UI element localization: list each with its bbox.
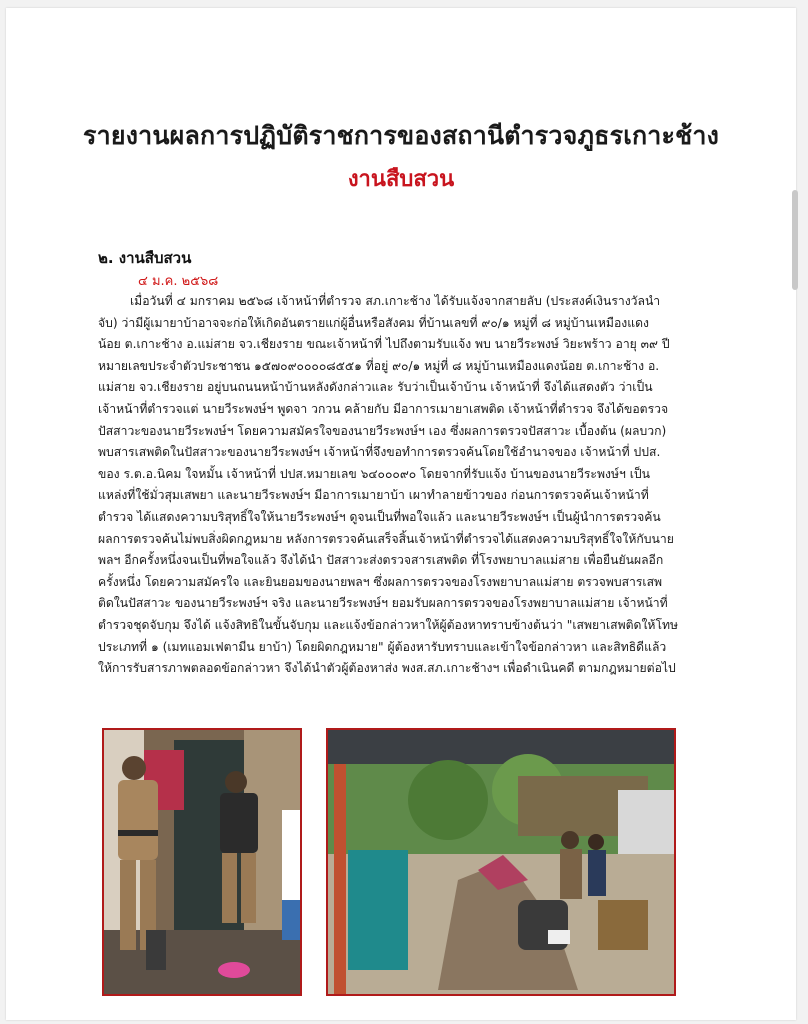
paragraph-line: น้อย ต.เกาะช้าง อ.แม่สาย จว.เชียงราย ขณะเจ้าหน้าที่ ไปถึงตามรับแจ้ง พบ นายวีระพงษ์ วิยะพร้าว อายุ ๓๙ ปี — [98, 337, 670, 352]
paragraph-line: พลฯ อีกครั้งหนึ่งจนเป็นที่พอใจแล้ว จึงได้นำ ปัสสาวะส่งตรวจสารเสพติด ที่โรงพยาบาลแม่สาย เพื่อยืนยันผลอีก — [98, 553, 664, 568]
photo-officers-at-door — [102, 728, 302, 996]
document-title: รายงานผลการปฏิบัติราชการของสถานีตำรวจภูธรเกาะช้าง — [83, 121, 719, 150]
paragraph-line: แหล่งที่ใช้มั่วสุมเสพยา และนายวีระพงษ์ฯ มีอาการเมายาบ้า เผาทำลายข้าวของ ก่อนการตรวจค้นเจ้าหน้าที่ — [98, 488, 649, 503]
paragraph-line: หมายเลขประจำตัวประชาชน ๑๕๗๐๙๐๐๐๐๘๕๕๑ ที่อยู่ ๙๐/๑ หมู่ที่ ๘ หมู่บ้านเหมืองแดงน้อย ต.เกาะช้าง อ. — [98, 358, 660, 373]
photo-officers-at-door-image — [104, 730, 300, 994]
document-page — [6, 8, 796, 1020]
paragraph-line: แม่สาย จว.เชียงราย อยู่บนถนนหน้าบ้านหลังดังกล่าวและ รับว่าเป็นเจ้าบ้าน เจ้าหน้าที่ จึงได้แสดงตัว ว่าเป็น — [98, 380, 653, 395]
section-heading: ๒. งานสืบสวน — [98, 249, 192, 267]
paragraph-line: จับ) ว่ามีผู้เมายาบ้าอาจจะก่อให้เกิดอันตรายแก่ผู้อื่นหรือสังคม ที่บ้านเลขที่ ๙๐/๑ หมู่ที่ ๘ หมู่บ้านเหมืองแดง — [98, 315, 649, 330]
paragraph-line: ประเภทที่ ๑ (เมทแอมเฟตามีน ยาบ้า) โดยผิดกฎหมาย" ผู้ต้องหารับทราบและเข้าใจข้อกล่าวหา และสิทธิดีแล้ว — [98, 639, 667, 654]
paragraph-line: ตำรวจชุดจับกุม จึงได้ แจ้งสิทธิในขั้นจับกุม และแจ้งข้อกล่าวหาให้ผู้ต้องหาทราบข้างต้นว่า "เสพยาเสพติดให้โทษ — [98, 617, 679, 632]
report-paragraph — [98, 291, 718, 680]
paragraph-line: เจ้าหน้าที่ตำรวจแต่ นายวีระพงษ์ฯ พูดจา วกวน คล้ายกับ มีอาการเมายาเสพติด เจ้าหน้าที่ตำรวจ จึงได้ขอตรวจ — [98, 401, 669, 416]
paragraph-line: ปัสสาวะของนายวีระพงษ์ฯ โดยความสมัครใจของนายวีระพงษ์ฯ เอง ซึ่งผลการตรวจปัสสาวะ เบื้องต้น (ผลบวก) — [98, 423, 667, 438]
photo-outdoor-scene-image — [328, 730, 674, 994]
paragraph-line: ติดในปัสสาวะ ของนายวีระพงษ์ฯ จริง และนายวีระพงษ์ฯ ยอมรับผลการตรวจของโรงพยาบาลแม่สาย เจ้าหน้าที่ — [98, 596, 668, 611]
paragraph-line: ของ ร.ต.อ.นิคม ใจหมั้น เจ้าหน้าที่ ปปส.หมายเลข ๖๔๐๐๐๙๐ โดยจากที่รับแจ้ง บ้านของนายวีระพงษ์ฯ เป็น — [98, 466, 650, 481]
paragraph-line: เมื่อวันที่ ๔ มกราคม ๒๕๖๘ เจ้าหน้าที่ตำรวจ สภ.เกาะช้าง ได้รับแจ้งจากสายลับ (ประสงค์เงินรางวัลนำ — [130, 294, 661, 308]
paragraph-line: ผลการตรวจค้นไม่พบสิ่งผิดกฎหมาย หลังการตรวจค้นเสร็จสิ้นเจ้าหน้าที่ตำรวจได้แสดงความบริสุทธิ์ใจให้กับนาย — [98, 531, 674, 546]
paragraph-line: พบสารเสพติดในปัสสาวะของนายวีระพงษ์ฯ เจ้าหน้าที่จึงขอทำการตรวจค้นโดยใช้อำนาจของ เจ้าหน้าที่ ปปส. — [98, 445, 661, 460]
document-subtitle: งานสืบสวน — [347, 167, 455, 192]
paragraph-line: ตำรวจ ได้แสดงความบริสุทธิ์ใจให้นายวีระพงษ์ฯ ดูจนเป็นที่พอใจแล้ว และนายวีระพงษ์ฯ เป็นผู้นำการตรวจค้น — [98, 509, 661, 524]
report-date: ๔ ม.ค. ๒๕๖๘ — [138, 274, 219, 289]
paragraph-line: ให้การรับสารภาพตลอดข้อกล่าวหา จึงได้นำตัวผู้ต้องหาส่ง พงส.สภ.เกาะช้างฯ เพื่อดำเนินคดี ตามกฎหมายต่อไป — [98, 661, 676, 676]
photo-outdoor-scene — [326, 728, 676, 996]
paragraph-line: ครั้งหนึ่ง โดยความสมัครใจ และยินยอมของนายพลฯ ซึ่งผลการตรวจของโรงพยาบาลแม่สาย ตรวจพบสารเสพ — [98, 574, 663, 589]
page-scrollbar[interactable] — [792, 190, 798, 290]
